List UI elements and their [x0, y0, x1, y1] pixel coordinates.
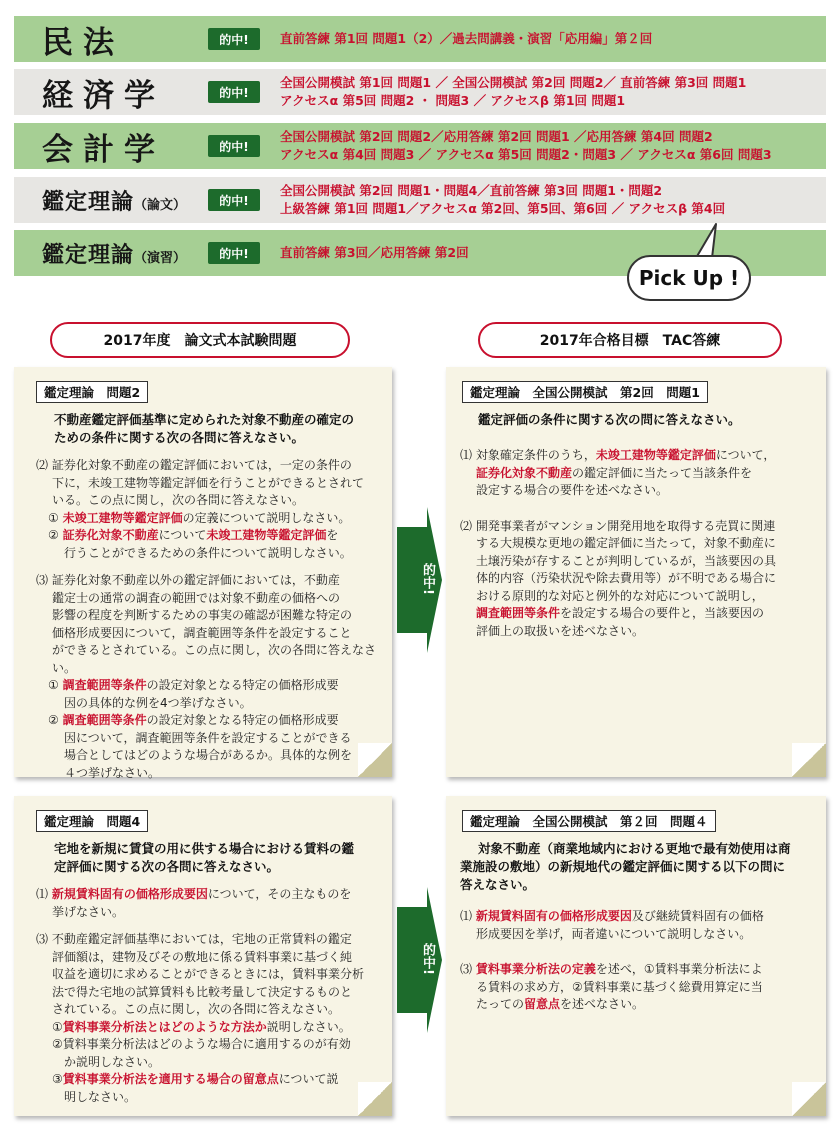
tac-practice-box-1 — [446, 367, 826, 777]
subject-name: 鑑定理論（論文） — [42, 189, 187, 215]
subject-name: 経済学 — [42, 77, 165, 114]
header-exam-question: 2017年度 論文式本試験問題 — [50, 322, 350, 358]
tac-practice-box-4 — [446, 796, 826, 1116]
sub-question-1: ⑴ 対象確定条件のうち，未竣工建物等鑑定評価について， 証券化対象不動産の鑑定評価に当たって当該条件を 設定する場合の要件を述べなさい。 — [460, 448, 776, 497]
sub-question-3: ⑶ 不動産鑑定評価基準においては，宅地の正常賃料の鑑定 評価額は，建物及びその敷地に係る賃料事業に基づく純 収益を適切に求めることができるときには，賃料事業分析 法で得た宅地の試算賃料も比較考量して決定するものと されている。この点に関し，次の各問に答えなさい。 ①賃料事業分析法とはどのような方法か説明しなさい。 ②賃料事業分析法はどのような場合に適用するのが有効 か説明しなさい。 ③賃料事業分析法を適用する場合の留意点について説 明しなさい。 — [36, 932, 365, 1104]
hit-badge: 的中! — [208, 135, 260, 157]
page-curl — [358, 743, 392, 777]
subject-row-minpo — [14, 16, 826, 62]
sub-question-1: ⑴ 新規賃料固有の価格形成要因及び継続賃料固有の価格 形成要因を挙げ，両者違いについて説明しなさい。 — [460, 909, 764, 941]
sub-question-1: ⑴ 新規賃料固有の価格形成要因について，その主なものを 挙げなさい。 — [36, 887, 352, 919]
sub-question-2: ⑵ 開発事業者がマンション開発用地を取得する売買に関連 する大規模な更地の鑑定評価に当たって，対象不動産に 土壌汚染が存することが判明しているが，当該要因の具 体的内容（汚染状況や除去費用等）が不明である場合に おける原則的な対応と例外的な対応について説明し， 調査範囲等条件を設定する場合の要件と，当該要因の 評価上の取扱いを述べなさい。 — [460, 518, 777, 638]
page-curl — [792, 743, 826, 777]
page-curl — [792, 1082, 826, 1116]
hit-badge: 的中! — [208, 242, 260, 264]
sub-question-3: ⑶ 証券化対象不動産以外の鑑定評価においては，不動産 鑑定士の通常の調査の範囲では対象不動産の価格への 影響の程度を判断するための事実の確認が困難な特定の 価格形成要因について，調査範囲等条件を設定すること ができるとされている。この点に関し，次の各問に答えなさい。 ① 調査範囲等条件の設定対象となる特定の価格形成要 因の具体的な例を4つ挙げなさい。 ② 調査範囲等条件の設定対象となる特定の価格形成要 因について，調査範囲等条件を設定することができる 場合としてはどのような場合があるか。具体的な例を ４つ挙げなさい。 — [36, 573, 377, 780]
subject-row-accounting — [14, 123, 826, 169]
pickup-bubble: Pick Up ! — [627, 255, 751, 301]
question-body — [460, 840, 820, 1014]
question-tag: 鑑定理論 問題2 — [36, 381, 148, 403]
question-lead: 対象不動産（商業地域内における更地で最有効使用は商 業施設の敷地）の新規地代の鑑定評価に関する以下の問に 答えなさい。 — [460, 841, 791, 892]
subject-hits: 全国公開模試 第2回 問題2／応用答練 第2回 問題1 ／応用答練 第4回 問題2 アクセスα 第4回 問題3 ／ アクセスα 第5回 問題2・問題3 ／ アクセスα 第6回 問題3 — [280, 129, 772, 162]
question-tag: 鑑定理論 全国公開模試 第２回 問題４ — [462, 810, 716, 832]
question-body — [36, 840, 386, 1106]
question-lead: 宅地を新規に賃貸の用に供する場合における賃料の鑑 定評価に関する次の各問に答えなさい。 — [54, 841, 355, 874]
subject-hits: 全国公開模試 第1回 問題1 ／ 全国公開模試 第2回 問題2／ 直前答練 第3回 問題1 アクセスα 第5回 問題2 ・ 問題3 ／ アクセスβ 第1回 問題1 — [280, 75, 747, 108]
sub-question-3: ⑶ 賃料事業分析法の定義を述べ，①賃料事業分析法によ る賃料の求め方，②賃料事業に基づく総費用算定に当 たっての留意点を述べなさい。 — [460, 962, 763, 1011]
subject-name: 民法 — [42, 24, 124, 61]
question-lead: 不動産鑑定評価基準に定められた対象不動産の確定の ための条件に関する次の各問に答えなさい。 — [54, 412, 355, 445]
question-tag: 鑑定理論 全国公開模試 第2回 問題1 — [462, 381, 708, 403]
question-lead: 鑑定評価の条件に関する次の問に答えなさい。 — [478, 412, 741, 427]
exam-question-box-4 — [14, 796, 392, 1116]
header-tac-practice: 2017年合格目標 TAC答練 — [478, 322, 782, 358]
subject-row-appraisal-essay — [14, 177, 826, 223]
hit-badge: 的中! — [208, 189, 260, 211]
subject-name: 鑑定理論（演習） — [42, 242, 187, 268]
subject-hits: 直前答練 第3回／応用答練 第2回 — [280, 245, 469, 260]
subject-name: 会計学 — [42, 131, 165, 168]
sub-question-2: ⑵ 証券化対象不動産の鑑定評価においては，一定の条件の 下に，未竣工建物等鑑定評価を行うことができるとされて いる。この点に関し，次の各問に答えなさい。 ① 未竣工建物等鑑定評価の定義について説明しなさい。 ② 証券化対象不動産について未竣工建物等鑑定評価を 行うことができるための条件について説明しなさい。 — [36, 458, 365, 560]
question-body — [460, 411, 818, 640]
subject-hits: 直前答練 第1回 問題1（2）／過去問講義・演習「応用編」第２回 — [280, 31, 653, 46]
hit-arrow-label: 的中! — [420, 563, 435, 595]
question-tag: 鑑定理論 問題4 — [36, 810, 148, 832]
hit-arrow-label: 的中! — [420, 943, 435, 975]
subject-row-economics — [14, 69, 826, 115]
page-curl — [358, 1082, 392, 1116]
question-body — [36, 411, 386, 782]
subject-hits: 全国公開模試 第2回 問題1・問題4／直前答練 第3回 問題1・問題2 上級答練 第1回 問題1／アクセスα 第2回、第5回、第6回 ／ アクセスβ 第4回 — [280, 183, 726, 216]
exam-question-box-2 — [14, 367, 392, 780]
hit-badge: 的中! — [208, 28, 260, 50]
hit-badge: 的中! — [208, 81, 260, 103]
